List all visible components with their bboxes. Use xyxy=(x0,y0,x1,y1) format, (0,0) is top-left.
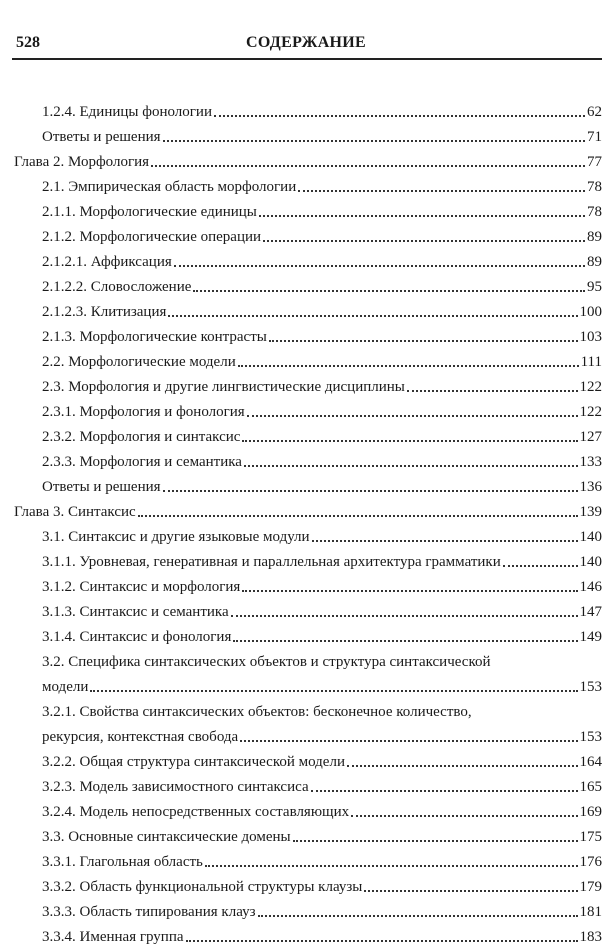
dot-leader xyxy=(351,814,577,817)
toc-entry-title: 3.2.3. Модель зависимостного синтаксиса xyxy=(42,779,309,795)
toc-entry-title: 3.2.2. Общая структура синтаксической модели xyxy=(42,754,345,770)
toc-entry-title: 3.1.1. Уровневая, генеративная и параллельная архитектура грамматики xyxy=(42,554,501,570)
dot-leader xyxy=(364,889,577,892)
toc-entry xyxy=(12,596,602,621)
toc-entry-page: 175 xyxy=(579,829,602,845)
dot-leader xyxy=(407,389,578,392)
toc-entry-page: 78 xyxy=(587,179,602,195)
toc-entry-title: 3.1. Синтаксис и другие языковые модули xyxy=(42,529,310,545)
toc-entry-page: 127 xyxy=(579,429,602,445)
toc-entry-page: 139 xyxy=(579,504,602,520)
table-of-contents xyxy=(12,96,602,946)
toc-entry-title: 3.1.4. Синтаксис и фонология xyxy=(42,629,232,645)
toc-entry xyxy=(12,621,602,646)
toc-entry-page: 169 xyxy=(579,804,602,820)
toc-entry-page: 122 xyxy=(579,379,602,395)
dot-leader xyxy=(231,614,578,617)
page-header xyxy=(12,30,600,56)
toc-entry-title: 3.2. Специфика синтаксических объектов и структура синтаксической xyxy=(42,654,491,670)
toc-entry-title: 3.2.1. Свойства синтаксических объектов: бесконечное количество, xyxy=(42,704,472,720)
toc-entry-title: 1.2.4. Единицы фонологии xyxy=(42,104,212,120)
toc-entry-page: 78 xyxy=(587,204,602,220)
toc-entry-title: Ответы и решения xyxy=(42,479,161,495)
toc-entry xyxy=(12,696,602,746)
dot-leader xyxy=(312,539,578,542)
dot-leader xyxy=(263,239,585,242)
toc-entry xyxy=(12,296,602,321)
toc-entry xyxy=(12,446,602,471)
toc-entry-page: 103 xyxy=(579,329,602,345)
dot-leader xyxy=(242,589,577,592)
toc-entry-page: 77 xyxy=(587,154,602,170)
toc-entry-title: 3.3.3. Область типирования клауз xyxy=(42,904,256,920)
toc-entry-title: Ответы и решения xyxy=(42,129,161,145)
dot-leader xyxy=(138,514,578,517)
toc-entry-title: 2.3.2. Морфология и синтаксис xyxy=(42,429,241,445)
toc-entry-page: 146 xyxy=(579,579,602,595)
toc-entry-title: 2.1.2.2. Словосложение xyxy=(42,279,192,295)
toc-entry-page: 111 xyxy=(580,354,602,370)
toc-entry-title: 3.3.1. Глагольная область xyxy=(42,854,203,870)
toc-entry-page: 136 xyxy=(579,479,602,495)
dot-leader xyxy=(244,464,578,467)
toc-entry xyxy=(12,171,602,196)
dot-leader xyxy=(163,139,585,142)
toc-entry-title: 3.3. Основные синтаксические домены xyxy=(42,829,291,845)
toc-entry xyxy=(12,921,602,946)
toc-entry-title: 3.1.2. Синтаксис и морфология xyxy=(42,579,241,595)
toc-entry xyxy=(12,821,602,846)
page-number: 528 xyxy=(16,34,40,51)
toc-entry xyxy=(12,121,602,146)
toc-entry xyxy=(12,471,602,496)
toc-entry-title: Глава 3. Синтаксис xyxy=(14,504,136,520)
toc-entry-page: 179 xyxy=(579,879,602,895)
toc-entry-page: 147 xyxy=(579,604,602,620)
toc-entry-title: Глава 2. Морфология xyxy=(14,154,150,170)
toc-entry xyxy=(12,96,602,121)
dot-leader xyxy=(90,689,577,692)
toc-entry-page: 133 xyxy=(579,454,602,470)
toc-entry-page: 183 xyxy=(579,929,602,945)
toc-entry xyxy=(12,871,602,896)
dot-leader xyxy=(168,314,577,317)
toc-entry xyxy=(12,646,602,696)
toc-entry-page: 71 xyxy=(587,129,602,145)
toc-entry-title: 2.1.1. Морфологические единицы xyxy=(42,204,257,220)
toc-entry xyxy=(12,321,602,346)
toc-entry-title-continued: модели xyxy=(42,679,89,695)
toc-entry-title-continued: рекурсия, контекстная свобода xyxy=(42,729,239,745)
toc-entry xyxy=(12,146,602,171)
toc-entry-title: 3.3.2. Область функциональной структуры клаузы xyxy=(42,879,363,895)
toc-entry-title: 2.1.2.1. Аффиксация xyxy=(42,254,172,270)
toc-entry xyxy=(12,221,602,246)
toc-entry-page: 153 xyxy=(579,729,602,745)
toc-entry-page: 140 xyxy=(579,529,602,545)
dot-leader xyxy=(163,489,578,492)
dot-leader xyxy=(151,164,585,167)
toc-entry xyxy=(12,396,602,421)
dot-leader xyxy=(503,564,578,567)
toc-entry-title: 3.3.4. Именная группа xyxy=(42,929,184,945)
toc-entry-page: 165 xyxy=(579,779,602,795)
dot-leader xyxy=(242,439,577,442)
dot-leader xyxy=(247,414,578,417)
toc-entry xyxy=(12,496,602,521)
toc-entry xyxy=(12,521,602,546)
toc-entry xyxy=(12,346,602,371)
toc-entry-title: 2.1.2.3. Клитизация xyxy=(42,304,167,320)
header-rule xyxy=(12,58,602,60)
toc-entry-page: 100 xyxy=(579,304,602,320)
toc-entry xyxy=(12,571,602,596)
dot-leader xyxy=(238,364,579,367)
toc-entry-page: 149 xyxy=(579,629,602,645)
toc-entry-title: 2.3. Морфология и другие лингвистические дисциплины xyxy=(42,379,405,395)
toc-entry xyxy=(12,796,602,821)
toc-entry xyxy=(12,846,602,871)
toc-entry xyxy=(12,546,602,571)
dot-leader xyxy=(347,764,578,767)
dot-leader xyxy=(269,339,578,342)
toc-entry xyxy=(12,421,602,446)
dot-leader xyxy=(174,264,585,267)
dot-leader xyxy=(298,189,585,192)
running-title: СОДЕРЖАНИЕ xyxy=(245,34,367,51)
toc-entry-title: 2.1.3. Морфологические контрасты xyxy=(42,329,267,345)
toc-entry-page: 89 xyxy=(587,229,602,245)
toc-entry-page: 140 xyxy=(579,554,602,570)
toc-entry xyxy=(12,896,602,921)
dot-leader xyxy=(186,939,578,942)
toc-entry-title: 2.1.2. Морфологические операции xyxy=(42,229,262,245)
toc-entry-page: 89 xyxy=(587,254,602,270)
toc-entry-page: 62 xyxy=(587,104,602,120)
toc-entry-page: 181 xyxy=(579,904,602,920)
dot-leader xyxy=(293,839,578,842)
dot-leader xyxy=(214,114,585,117)
toc-entry-page: 153 xyxy=(579,679,602,695)
toc-entry xyxy=(12,246,602,271)
dot-leader xyxy=(311,789,578,792)
dot-leader xyxy=(240,739,577,742)
toc-entry-page: 95 xyxy=(587,279,602,295)
dot-leader xyxy=(259,214,585,217)
toc-entry-page: 122 xyxy=(579,404,602,420)
toc-entry xyxy=(12,196,602,221)
toc-entry-title: 3.2.4. Модель непосредственных составляющих xyxy=(42,804,350,820)
dot-leader xyxy=(193,289,585,292)
dot-leader xyxy=(233,639,577,642)
toc-entry-title: 3.1.3. Синтаксис и семантика xyxy=(42,604,229,620)
dot-leader xyxy=(258,914,578,917)
toc-entry xyxy=(12,371,602,396)
toc-entry-title: 2.1. Эмпирическая область морфологии xyxy=(42,179,297,195)
toc-entry-title: 2.3.1. Морфология и фонология xyxy=(42,404,245,420)
toc-entry-title: 2.2. Морфологические модели xyxy=(42,354,236,370)
toc-entry-page: 164 xyxy=(579,754,602,770)
toc-entry xyxy=(12,771,602,796)
toc-entry-page: 176 xyxy=(579,854,602,870)
dot-leader xyxy=(205,864,578,867)
toc-entry xyxy=(12,746,602,771)
toc-entry-title: 2.3.3. Морфология и семантика xyxy=(42,454,242,470)
toc-entry xyxy=(12,271,602,296)
